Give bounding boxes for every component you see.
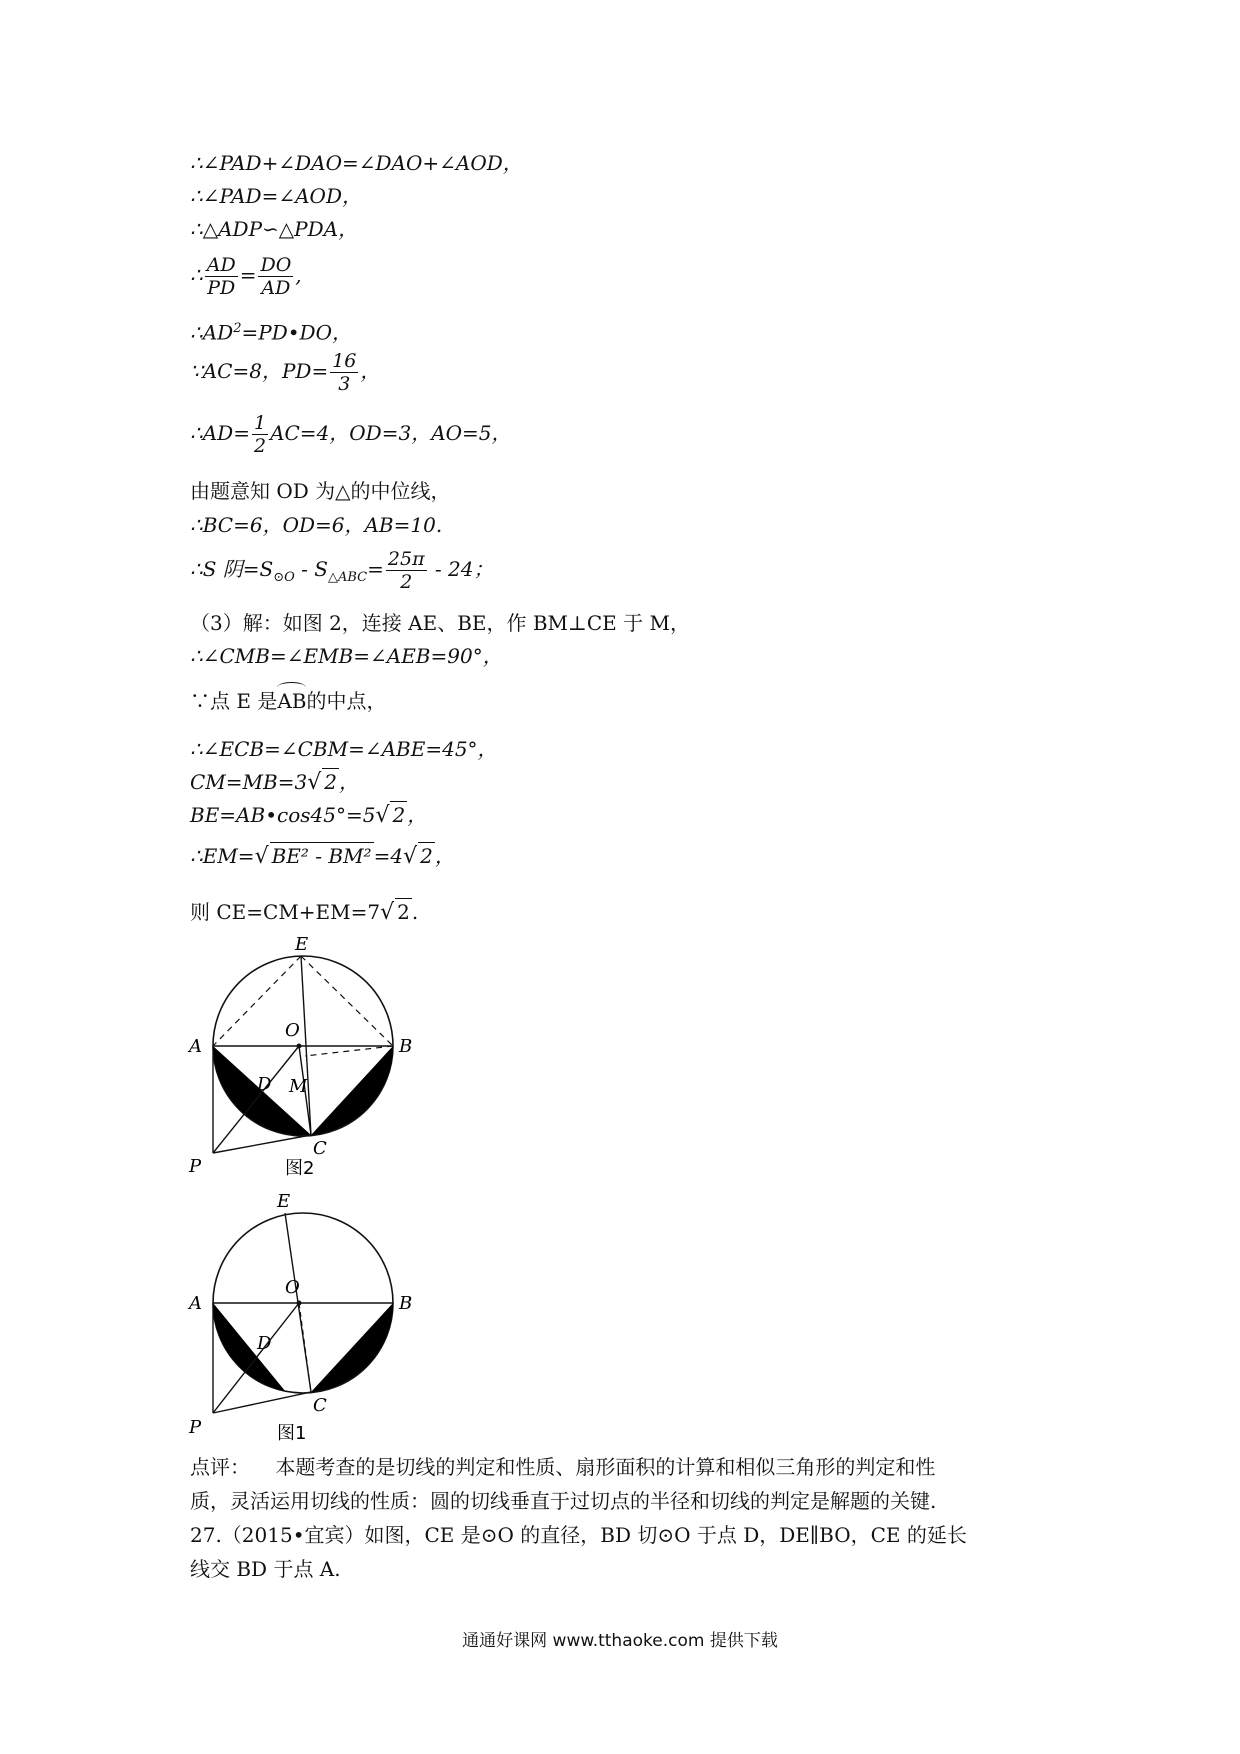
fraction: $\frac{25\pi}{2}$	[387, 548, 425, 593]
problem-text-cont: 线交 BD 于点 A.	[190, 1557, 341, 1581]
solution-line: ∴∠CMB=∠EMB=∠AEB=90°，	[190, 644, 503, 668]
label-C: C	[313, 1395, 327, 1416]
fraction: $\frac{16}{3}$	[332, 350, 357, 395]
solution-line: ∵点 E 是AB的中点，	[190, 682, 386, 714]
solution-line: ∴∠PAD=∠AOD，	[190, 184, 362, 208]
solution-line: BE=AB•cos45°=5√ 2 ，	[190, 803, 428, 828]
solution-line: （3）解：如图 2，连接 AE、BE，作 BM⊥CE 于 M，	[190, 611, 690, 635]
solution-line: ∴BC=6，OD=6，AB=10.	[190, 513, 443, 537]
label-D: D	[257, 1333, 272, 1354]
label-A: A	[189, 1036, 202, 1057]
figure-caption: 图1	[277, 1423, 307, 1444]
label-P: P	[189, 1156, 202, 1177]
page-footer: 通通好课网 www.tthaoke.com 提供下载	[462, 1631, 778, 1651]
label-C: C	[313, 1138, 327, 1159]
solution-line-fraction: ∵AC=8，PD= $\frac{16}{3}$ ，	[190, 350, 381, 395]
figure-1-diagram	[185, 1185, 425, 1455]
solution-line: ∴∠ECB=∠CBM=∠ABE=45°，	[190, 737, 498, 761]
figure-caption: 图2	[285, 1158, 315, 1179]
fraction: $\frac{1}{2}$	[253, 412, 267, 457]
label-D: D	[257, 1074, 272, 1095]
solution-line-fraction: ∴S 阴$=S_{⊙O} - S_{\triangle ABC}=$ $\frac{25\pi}{2}$ - 24；	[190, 548, 494, 593]
label-A: A	[189, 1293, 202, 1314]
label-E: E	[277, 1191, 291, 1212]
fraction: $\frac{DO}{AD}$	[260, 254, 292, 299]
solution-line: ∴∠PAD+∠DAO=∠DAO+∠AOD，	[190, 151, 523, 175]
comment-block	[190, 1450, 1070, 1518]
solution-line: $\therefore AD^2=PD•DO$，	[190, 320, 352, 345]
label-O: O	[285, 1020, 300, 1041]
problem-text: 27.（2015•宜宾）如图，CE 是⊙O 的直径，BD 切⊙O 于点 D，DE∥BO，CE 的延长	[190, 1523, 967, 1547]
label-M: M	[289, 1076, 308, 1097]
solution-line-fraction: ∴ $\frac{AD}{PD}$ = $\frac{DO}{AD}$ ,	[190, 254, 302, 299]
solution-line: 则 CE=CM+EM=7√ 2 .	[190, 900, 419, 925]
label-O: O	[285, 1277, 300, 1298]
problem-27	[190, 1518, 1070, 1586]
solution-line: CM=MB=3√ 2 ，	[190, 770, 359, 795]
label-P: P	[189, 1417, 202, 1438]
solution-line-fraction: ∴AD= $\frac{1}{2}$ AC=4，OD=3，AO=5，	[190, 412, 512, 457]
comment-label: 点评：	[190, 1455, 250, 1479]
label-E: E	[295, 934, 309, 955]
arc-notation: AB	[277, 682, 306, 714]
figure-2-diagram	[185, 928, 425, 1183]
solution-line: 由题意知 OD 为△的中位线，	[190, 479, 451, 503]
comment-text-cont: 质，灵活运用切线的性质：圆的切线垂直于过切点的半径和切线的判定是解题的关键.	[190, 1489, 937, 1513]
fraction: $\frac{AD}{PD}$	[206, 254, 236, 299]
solution-line: ∴EM=√ BE² - BM² =4√ 2 ，	[190, 844, 455, 869]
label-B: B	[399, 1293, 413, 1314]
comment-text: 本题考查的是切线的判定和性质、扇形面积的计算和相似三角形的判定和性	[275, 1455, 936, 1479]
label-B: B	[399, 1036, 413, 1057]
solution-line: ∴△ADP∽△PDA，	[190, 217, 359, 241]
